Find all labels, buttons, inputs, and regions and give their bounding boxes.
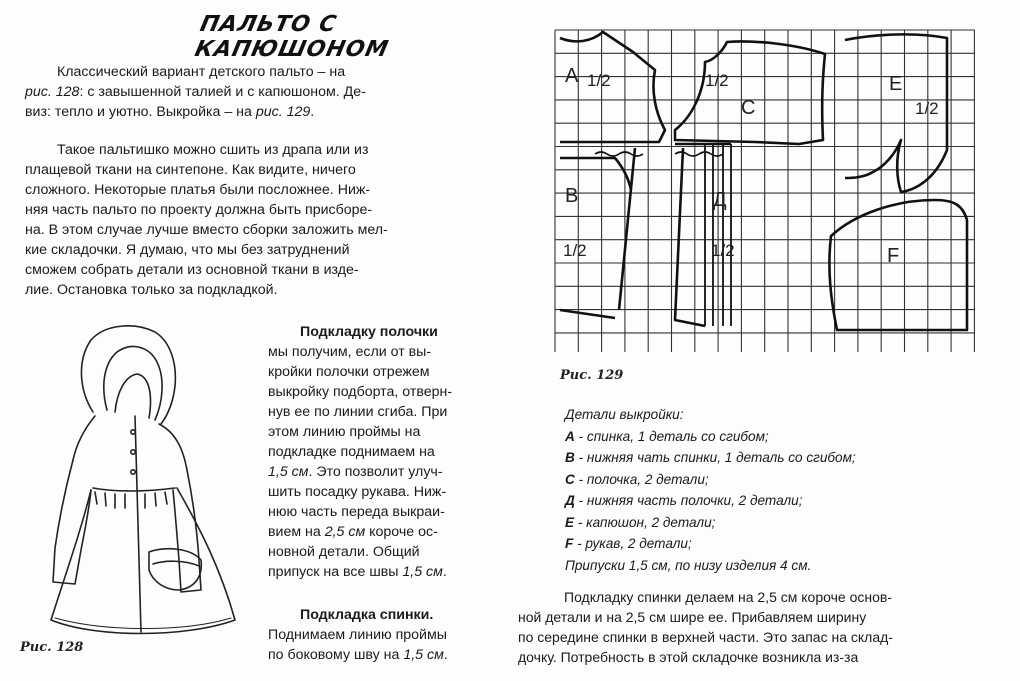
para-line: кие складочки. Я думаю, что мы без затруднений: [25, 242, 350, 258]
pocket: [149, 549, 201, 590]
bottom-line: ной детали и на 2,5 см шире ее. Прибавляем ширину: [518, 609, 867, 625]
lining-front-text: . Это позволит улуч-: [308, 464, 443, 480]
left-sleeve: [53, 460, 91, 584]
details-item: [565, 447, 856, 469]
para-line: сложного. Некоторые платья были посложнее. Ниж-: [25, 182, 371, 198]
lining-front-text: вием на: [268, 524, 325, 540]
para-line: няя часть пальто по проекту должна быть присборе-: [25, 202, 373, 218]
yoke-line: [93, 488, 175, 491]
pattern-grid-figure: [555, 30, 975, 352]
details-key: С: [565, 471, 575, 487]
lining-front-text: короче ос-: [365, 524, 438, 540]
grid-lines: [555, 30, 975, 352]
label-d: Д: [713, 189, 727, 211]
label-f: F: [887, 245, 900, 267]
details-key: В: [565, 450, 575, 465]
lining-front-line: кройки полочки отрежем: [268, 364, 430, 380]
bottom-line: Подкладку спинки делаем на 2,5 см короче основ-: [564, 589, 892, 605]
label-a-half: 1/2: [587, 71, 611, 90]
details-key: Д: [565, 493, 575, 508]
intro-line-3: [25, 102, 497, 122]
details-heading: Детали выкройки:: [565, 407, 684, 422]
label-b-half: 1/2: [563, 241, 587, 260]
measure: 2,5 см: [324, 524, 366, 540]
label-a: А: [565, 65, 579, 87]
face-opening: [115, 374, 151, 418]
details-item: [565, 512, 856, 534]
lining-front-line: нув ее по линии сгиба. При: [268, 404, 448, 420]
intro-paragraph: [25, 62, 497, 122]
label-e: Е: [889, 73, 903, 95]
lining-back-line: Поднимаем линию проймы: [268, 627, 447, 643]
details-text: - спинка, 1 деталь со сгибом;: [574, 428, 769, 444]
intro-line-2: [25, 82, 497, 102]
lining-back-line: [268, 645, 508, 665]
lining-front-line: шить посадку рукава. Ниж-: [268, 484, 447, 500]
fig-ref-129: рис. 129: [255, 104, 311, 120]
lining-back-heading: Подкладка спинки.: [300, 607, 434, 623]
left-shoulder: [73, 416, 95, 460]
label-e-half: 1/2: [915, 99, 939, 118]
lining-front-line: подкладке поднимаем на: [268, 444, 435, 460]
bottom-line: дочку. Потребность в этой складочке возникла из-за: [518, 649, 859, 665]
details-item: [565, 469, 856, 491]
measure: 1,5 см: [402, 564, 443, 580]
bottom-right-paragraph: [518, 587, 1013, 667]
lining-front-line: [268, 562, 508, 582]
right-shoulder: [159, 424, 187, 470]
para-line: плащевой ткани на синтепоне. Как видите, ничего: [25, 162, 356, 178]
details-text: - нижняя чать спинки, 1 деталь со сгибом;: [574, 450, 856, 465]
lining-front-line: нюю часть переда выкраи-: [268, 504, 445, 520]
details-text: - рукав, 2 детали;: [573, 536, 692, 551]
fig128-caption: Рис. 128: [20, 640, 84, 655]
bottom-line: по середине спинки в верхней части. Это запас на склад-: [518, 629, 893, 645]
details-item: [565, 490, 856, 512]
lining-front-heading: Подкладку полочки: [300, 324, 438, 340]
fig-ref-128: рис. 128: [25, 84, 80, 100]
lining-back-text: .: [443, 647, 448, 663]
lining-back-section: [268, 605, 508, 665]
lining-front-line: [268, 462, 508, 482]
measure: 1,5 см: [268, 464, 309, 480]
lining-front-text: .: [442, 564, 447, 580]
details-text: - капюшон, 2 детали;: [574, 514, 716, 530]
details-allowance: Припуски 1,5 см, по низу изделия 4 см.: [565, 557, 812, 573]
details-key: Е: [565, 514, 575, 530]
skirt-front-edge: [137, 488, 141, 632]
lining-front-line: выкройку подборта, отверн-: [268, 384, 453, 400]
pattern-details: [565, 404, 856, 576]
body-paragraph: [25, 140, 505, 300]
lining-front-line: этом линию проймы на: [268, 424, 421, 440]
details-text: - полочка, 2 детали;: [574, 471, 709, 487]
piece-a-outline: [560, 32, 665, 142]
label-b: В: [565, 185, 579, 207]
para-line: сможем собрать детали из основной ткани в изде-: [25, 262, 359, 278]
para-line: лие. Остановка только за подкладкой.: [25, 282, 278, 298]
para-line: Такое пальтишко можно сшить из драпа или из: [57, 142, 369, 158]
coat-illustration: [15, 320, 265, 660]
intro-line-3-end: .: [310, 104, 315, 120]
label-d-half: 1/2: [711, 241, 735, 260]
details-item: [565, 533, 856, 555]
lining-front-line: [268, 522, 508, 542]
lining-front-text: припуск на все швы: [268, 564, 403, 580]
label-c-half: 1/2: [705, 71, 729, 90]
details-item: [565, 426, 856, 448]
label-c: С: [741, 97, 756, 119]
measure: 1,5 см: [403, 647, 444, 663]
lining-front-line: мы получим, если от вы-: [268, 344, 432, 360]
page-title: ПАЛЬТО С КАПЮШОНОМ: [192, 12, 392, 62]
intro-line-1: Классический вариант детского пальто – на: [57, 64, 346, 80]
piece-c-outline: [675, 42, 825, 145]
hood-inner: [104, 347, 162, 420]
fig129-caption: Рис. 129: [560, 368, 624, 383]
para-line: на. В этом случае лучше вместо сборки заложить мел-: [25, 222, 388, 238]
lining-back-text: по боковому шву на: [268, 647, 404, 663]
intro-line-2-text: : с завышенной талией и с капюшоном. Де-: [79, 84, 366, 100]
skirt-gathers: [95, 492, 167, 508]
intro-line-3-text: виз: тепло и уютно. Выкройка – на: [25, 104, 256, 120]
details-text: - нижняя часть полочки, 2 детали;: [574, 493, 803, 508]
lining-front-section: [268, 322, 508, 582]
lining-front-line: новной детали. Общий: [268, 544, 420, 560]
details-key: F: [565, 536, 574, 551]
details-key: А: [565, 428, 575, 444]
